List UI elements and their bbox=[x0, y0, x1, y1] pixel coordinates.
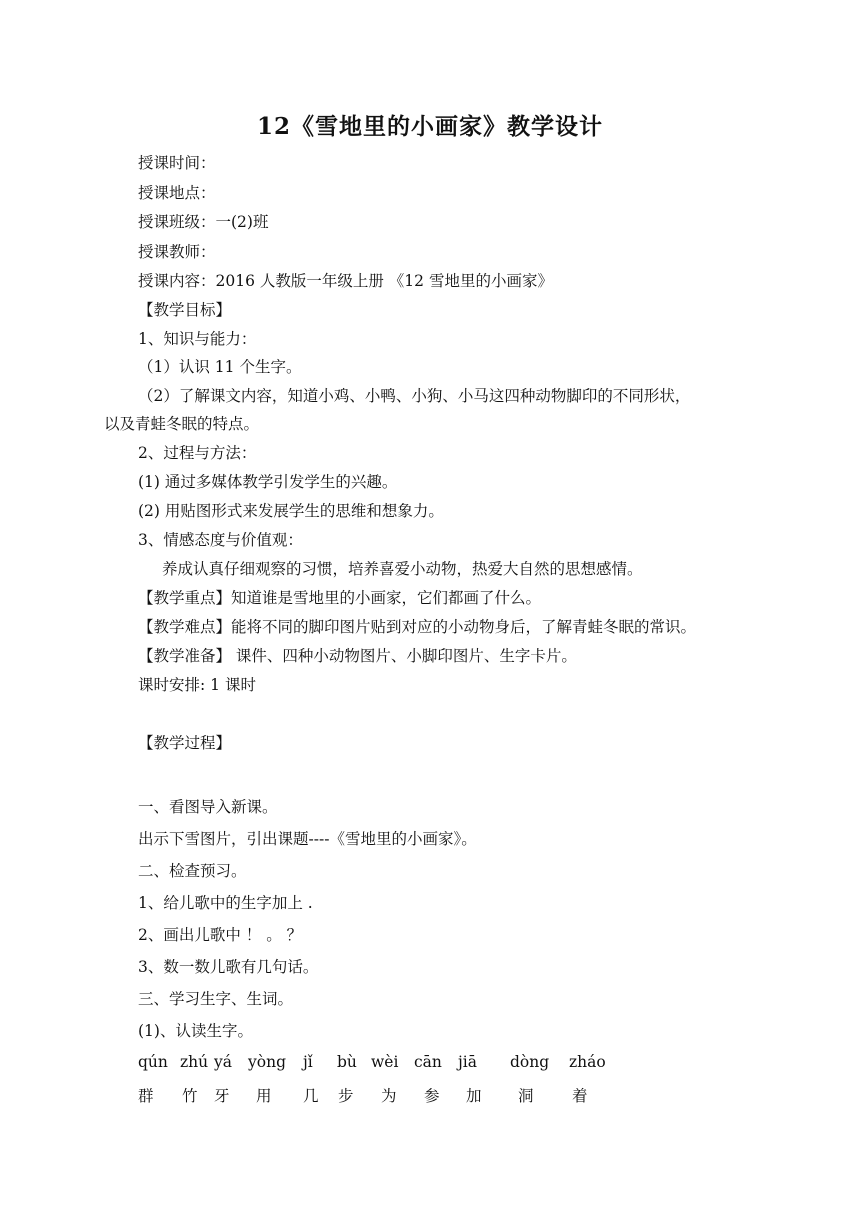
pinyin-row bbox=[0, 1053, 860, 1077]
document-title: 12《雪地里的小画家》教学设计 bbox=[256, 113, 603, 140]
hanzi-item: 牙 bbox=[214, 1087, 230, 1105]
class-hours: 课时安排: 1 课时 bbox=[138, 676, 256, 694]
hanzi-item: 洞 bbox=[518, 1087, 534, 1105]
difficult-points: 【教学难点】能将不同的脚印图片贴到对应的小动物身后，了解青蛙冬眠的常识。 bbox=[138, 618, 697, 636]
goal-1: 1、知识与能力： bbox=[138, 330, 257, 348]
step-3-1: (1)、认读生字。 bbox=[138, 1022, 253, 1040]
lesson-content: 授课内容：2016 人教版一年级上册 《12 雪地里的小画家》 bbox=[138, 272, 553, 290]
hanzi-row bbox=[0, 1084, 860, 1108]
lesson-time: 授课时间： bbox=[138, 154, 216, 172]
goal-3: 3、情感态度与价值观： bbox=[138, 531, 303, 549]
pinyin-item: yá bbox=[214, 1053, 232, 1071]
step-1-1: 出示下雪图片，引出课题----《雪地里的小画家》。 bbox=[138, 830, 477, 848]
goal-1-1: （1）认识 11 个生字。 bbox=[138, 358, 302, 376]
hanzi-item: 参 bbox=[424, 1087, 440, 1105]
goal-1-2b: 以及青蛙冬眠的特点。 bbox=[104, 415, 260, 433]
lesson-place: 授课地点： bbox=[138, 184, 216, 202]
hanzi-item: 群 bbox=[138, 1087, 154, 1105]
hanzi-item: 竹 bbox=[182, 1087, 198, 1105]
goal-2: 2、过程与方法： bbox=[138, 444, 257, 462]
pinyin-item: qún bbox=[138, 1053, 168, 1071]
process-heading: 【教学过程】 bbox=[138, 734, 232, 752]
goals-heading: 【教学目标】 bbox=[138, 301, 232, 319]
hanzi-item: 几 bbox=[303, 1087, 319, 1105]
lesson-teacher: 授课教师： bbox=[138, 243, 216, 261]
step-2-2: 2、画出儿歌中 ！ 。 ？ bbox=[138, 926, 303, 944]
step-2: 二、检查预习。 bbox=[138, 862, 247, 880]
key-points: 【教学重点】知道谁是雪地里的小画家，它们都画了什么。 bbox=[138, 589, 542, 607]
pinyin-item: jǐ bbox=[303, 1053, 313, 1071]
hanzi-item: 加 bbox=[466, 1087, 482, 1105]
goal-1-2a: （2）了解课文内容，知道小鸡、小鸭、小狗、小马这四种动物脚印的不同形状， bbox=[138, 387, 691, 405]
hanzi-item: 步 bbox=[338, 1087, 354, 1105]
lesson-class: 授课班级：一(2)班 bbox=[138, 213, 269, 231]
pinyin-item: wèi bbox=[371, 1053, 399, 1071]
goal-3-1: 养成认真仔细观察的习惯，培养喜爱小动物，热爱大自然的思想感情。 bbox=[162, 560, 643, 578]
hanzi-item: 用 bbox=[256, 1087, 272, 1105]
hanzi-item: 着 bbox=[572, 1087, 588, 1105]
pinyin-item: yòng bbox=[248, 1053, 286, 1071]
pinyin-item: zháo bbox=[569, 1053, 606, 1071]
pinyin-item: zhú bbox=[180, 1053, 209, 1071]
goal-2-1: (1) 通过多媒体教学引发学生的兴趣。 bbox=[138, 473, 398, 491]
pinyin-item: cān bbox=[414, 1053, 442, 1071]
pinyin-item: bù bbox=[337, 1053, 357, 1071]
hanzi-item: 为 bbox=[381, 1087, 397, 1105]
pinyin-item: jiā bbox=[458, 1053, 478, 1071]
step-1: 一、看图导入新课。 bbox=[138, 798, 278, 816]
goal-2-2: (2) 用贴图形式来发展学生的思维和想象力。 bbox=[138, 502, 444, 520]
preparation: 【教学准备】 课件、四种小动物图片、小脚印图片、生字卡片。 bbox=[138, 647, 577, 665]
step-2-3: 3、数一数儿歌有几句话。 bbox=[138, 958, 319, 976]
pinyin-item: dòng bbox=[510, 1053, 550, 1071]
step-3: 三、学习生字、生词。 bbox=[138, 990, 294, 1008]
step-2-1: 1、给儿歌中的生字加上 . bbox=[138, 894, 313, 912]
